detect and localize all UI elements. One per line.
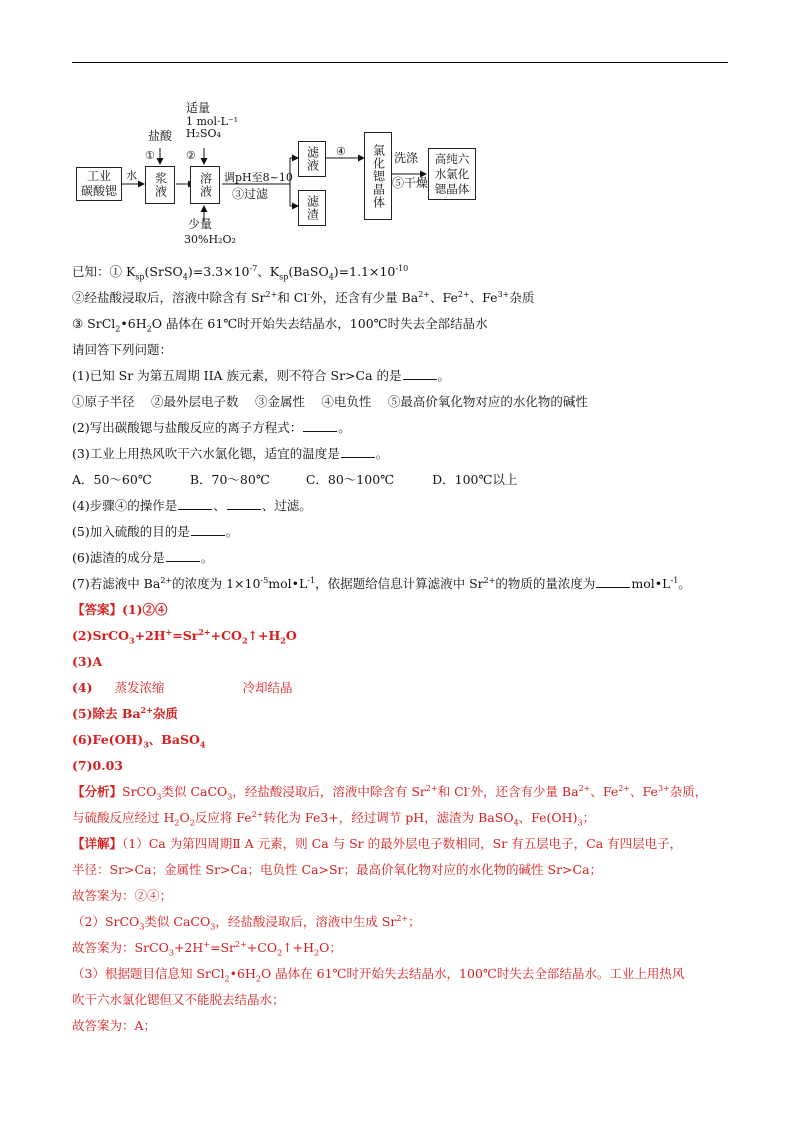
label-water: 水 (126, 169, 137, 182)
box-residue: 滤渣 (298, 190, 326, 226)
detail-line-6: （3）根据题目信息知 $SrCl_2•6H_2O$ 晶体在 61℃时开始失去结晶水，100℃时失去全部结晶水。工业上用热风 (72, 966, 685, 984)
answer-3: (3)A (72, 654, 103, 669)
label-h2so4-conc: 1 mol·L⁻¹ (186, 115, 239, 128)
box-slurry: 浆液 (145, 166, 175, 204)
question-4: (4)步骤④的操作是 、 、过滤。 (72, 498, 312, 513)
box-filtrate: 滤液 (298, 141, 326, 177)
detail-line-5: 故答案为：$SrCO_3+2H^+=Sr^{2+}+CO_2↑+H_2O$； (72, 939, 342, 958)
question-5: (5)加入硫酸的目的是 。 (72, 524, 239, 539)
detail-line-8: 故答案为：A； (72, 1018, 157, 1033)
label-wash: 洗涤 (394, 151, 419, 165)
answer-6: $(6)Fe(OH)_3$、BaSO$_4$ (72, 732, 206, 750)
label-step3-filter: ③过滤 (232, 187, 269, 201)
answer-7: (7)0.03 (72, 758, 123, 773)
label-h2so4-amount: 适量 (186, 101, 211, 115)
detail-line-2: 半径：Sr>Ca；金属性 Sr>Ca；电负性 Ca>Sr；最高价氧化物对应的水化物的碱性 Sr>Ca； (72, 862, 603, 877)
question-1: (1)已知 Sr 为第五周期 IIA 族元素，则不符合 Sr>Ca 的是 。 (72, 368, 451, 383)
question-6: (6)滤渣的成分是 。 (72, 550, 214, 565)
label-adjust-ph: 调pH至8~10 (224, 171, 293, 184)
label-step5-dry: ⑤干燥 (392, 176, 429, 190)
box-industrial-srco3: 工业 碳酸锶 (76, 167, 122, 201)
detail-line-4: （2）SrCO$_3$类似 CaCO$_3$，经盐酸浸取后，溶液中生成 $Sr^{2+}$； (72, 913, 421, 932)
question-3-options: A．50～60℃ B．70～80℃ C．80～100℃ D．100℃以上 (72, 472, 518, 487)
header-rule (72, 62, 728, 63)
label-step1: ① (145, 149, 155, 162)
analysis-line-2: 与硫酸反应经过 $H_2O_2$反应将 $Fe^{2+}$转化为 Fe3+，经过调节 pH，滤渣为 BaSO$_4$、$Fe(OH)_3$； (72, 809, 596, 828)
box-product: 高纯六 水氯化 锶晶体 (428, 148, 476, 200)
detail-line-7: 吹干六水氯化锶但又不能脱去结晶水； (72, 992, 285, 1007)
process-flow-diagram (72, 96, 472, 256)
answer-2: $(2)SrCO_3+2H^+=Sr^{2+}+CO_2↑+H_2O$ (72, 626, 297, 646)
detail-line-3: 故答案为：②④； (72, 888, 173, 903)
label-h2so4: H₂SO₄ (186, 127, 221, 140)
label-step2: ② (186, 149, 196, 162)
box-srcl2-crystal: 氯化锶晶体 (364, 132, 392, 220)
known-ksp: 已知：① $K_{sp}(SrSO_4)=3.3\times 10^{-7}$、$K_{sp}(BaSO_4)=1.1\times 10^{-10}$ (72, 263, 409, 282)
analysis-line-1: 【分析】SrCO$_3$类似 CaCO$_3$，经盐酸浸取后，溶液中除含有 $Sr^{2+}$和 Cl-外，还含有少量 $Ba^{2+}$、$Fe^{2+}$、$Fe^{3+}$杂质， (72, 783, 708, 802)
known-impurities: ②经盐酸浸取后，溶液中除含有 $Sr^{2+}$和 Cl-外，还含有少量 $Ba^{2+}$、$Fe^{2+}$、$Fe^{3+}$杂质 (72, 289, 535, 305)
answer-4: (4) 蒸发浓缩 冷却结晶 (72, 680, 293, 695)
question-7: (7)若滤液中 $Ba^{2+}$的浓度为 $1\times 10^{-5}mol•L^{-1}$，依据题给信息计算滤液中 $Sr^{2+}$的物质的量浓度为 $mol•L^{-1}$。 (72, 575, 691, 591)
box-solution: 溶液 (190, 166, 220, 204)
question-2: (2)写出碳酸锶与盐酸反应的离子方程式： 。 (72, 420, 351, 435)
answer-5: (5)除去 $Ba^{2+}$杂质 (72, 704, 178, 721)
question-1-options: ①原子半径 ②最外层电子数 ③金属性 ④电负性 ⑤最高价氧化物对应的水化物的碱性 (72, 394, 588, 409)
label-hcl: 盐酸 (148, 129, 173, 143)
label-h2o2-amount: 少量 (188, 217, 213, 231)
label-h2o2: 30%H₂O₂ (184, 233, 236, 246)
questions-intro: 请回答下列问题： (72, 342, 173, 357)
known-crystal-water: ③ $SrCl_2•6H_2O$ 晶体在 61℃时开始失去结晶水，100℃时失去全部结晶水 (72, 316, 488, 334)
label-step4: ④ (336, 145, 346, 158)
detail-line-1: 【详解】（1）Ca 为第四周期Ⅱ A 元素，则 Ca 与 Sr 的最外层电子数相同，Sr 有五层电子，Ca 有四层电子， (72, 836, 683, 851)
answer-1: 【答案】(1)②④ (72, 602, 168, 617)
question-3: (3)工业上用热风吹干六水氯化锶，适宜的温度是 。 (72, 446, 389, 461)
